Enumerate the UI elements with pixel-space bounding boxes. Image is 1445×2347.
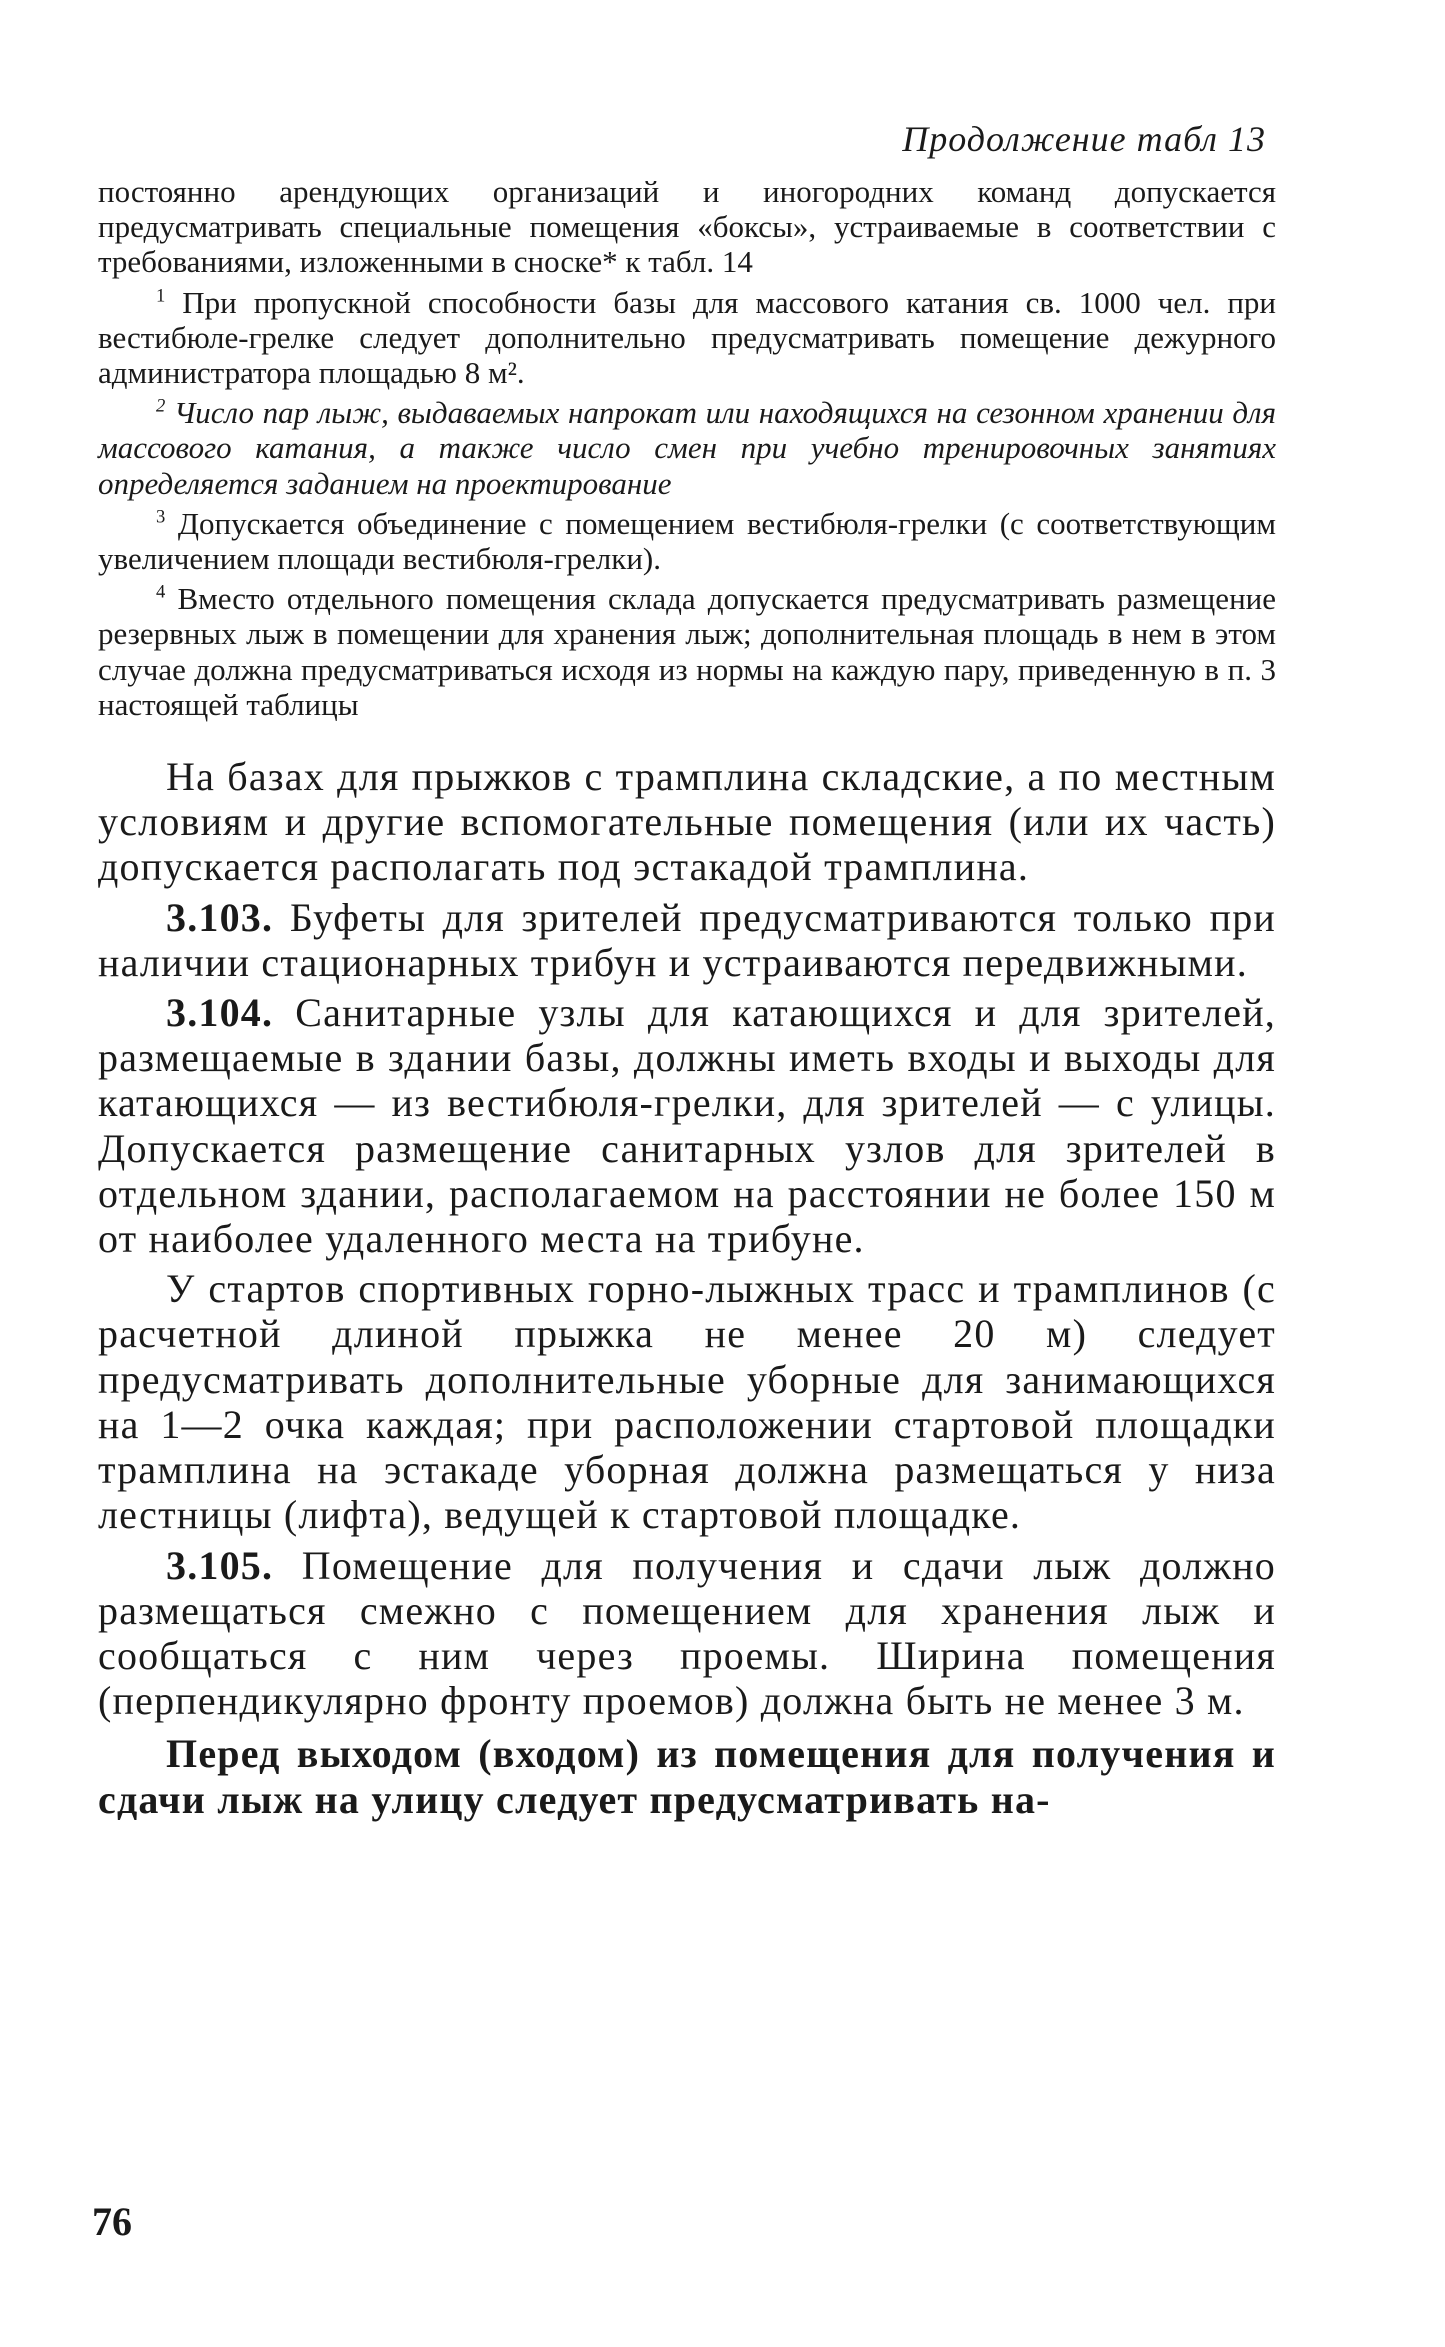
main-text	[98, 754, 1276, 1822]
page-number: 76	[92, 2199, 132, 2244]
footnote-2	[98, 395, 1276, 501]
footnote-mark: 4	[156, 581, 166, 603]
footnote-text: Вместо отдельного помещения склада допускается предусматривать размещение резервных лыж в помещении для хранения лыж; дополнительная площадь в нем в этом случае должна предусматриваться исходя из нормы на каждую пару, приведенную в п. 3 настоящей таблицы	[98, 581, 1277, 722]
document-page	[98, 118, 1276, 1827]
footnote-mark: 3	[156, 506, 166, 528]
clause-number: 3.104.	[166, 990, 274, 1036]
table-notes	[98, 174, 1276, 722]
footnote-text: При пропускной способности базы для массового катания св. 1000 чел. при вестибюле-грелке следует дополнительно предусматривать помещение дежурного администратора площадью 8 м².	[98, 284, 1277, 391]
footnote-mark: 2	[156, 395, 166, 417]
clause-text: Санитарные узлы для катающихся и для зрителей, размещаемые в здании базы, должны иметь входы и выходы для катающихся — из вестибюля-грелки, для зрителей — с улицы. Допускается размещение санитарных узлов для зрителей в отдельном здании, располагаемом на расстоянии не более 150 м от наиболее удаленного места на трибуне.	[98, 990, 1276, 1262]
footnote-3	[98, 506, 1276, 576]
footnote-4	[98, 581, 1276, 722]
footnote-text: Допускается объединение с помещением вестибюля-грелки (с соответствующим увеличением площади вестибюля-грелки).	[98, 505, 1277, 577]
clause-text: Помещение для получения и сдачи лыж должно размещаться смежно с помещением для хранения лыж и сообщаться с ним через проемы. Ширина помещения (перпендикулярно фронту проемов) должна быть не менее 3 м.	[98, 1542, 1276, 1724]
footnote-1	[98, 285, 1276, 391]
clause-number: 3.105.	[166, 1542, 274, 1588]
clause-3-103	[98, 895, 1276, 985]
footnote-text: Число пар лыж, выдаваемых напрокат или находящихся на сезонном хранении для массового катания, а также число смен при учебно тренировочных занятиях определяется заданием на проектирование	[98, 395, 1276, 501]
clause-3-105	[98, 1543, 1276, 1724]
notes-continuation: постоянно арендующих организаций и иногородних команд допускается предусматривать специальные помещения «боксы», устраиваемые в соответствии с требованиями, изложенными в сноске* к табл. 14	[98, 174, 1276, 280]
clause-text: Буфеты для зрителей предусматриваются только при наличии стационарных трибун и устраиваются передвижными.	[98, 894, 1276, 985]
footnote-mark: 1	[156, 285, 166, 307]
paragraph-starts: У стартов спортивных горно-лыжных трасс и трамплинов (с расчетной длиной прыжка не менее 20 м) следует предусматривать дополнительные уборные для занимающихся на 1—2 очка каждая; при расположении стартовой площадки трамплина на эстакаде уборная должна размещаться у низа лестницы (лифта), ведущей к стартовой площадке.	[98, 1266, 1276, 1538]
paragraph-last: Перед выходом (входом) из помещения для получения и сдачи лыж на улицу следует предусматривать на-	[98, 1731, 1276, 1822]
paragraph-ramps: На базах для прыжков с трамплина складские, а по местным условиям и другие вспомогательные помещения (или их часть) допускается располагать под эстакадой трамплина.	[98, 754, 1276, 890]
clause-number: 3.103.	[166, 894, 274, 940]
clause-3-104	[98, 990, 1276, 1261]
running-title: Продолжение табл 13	[902, 119, 1266, 159]
